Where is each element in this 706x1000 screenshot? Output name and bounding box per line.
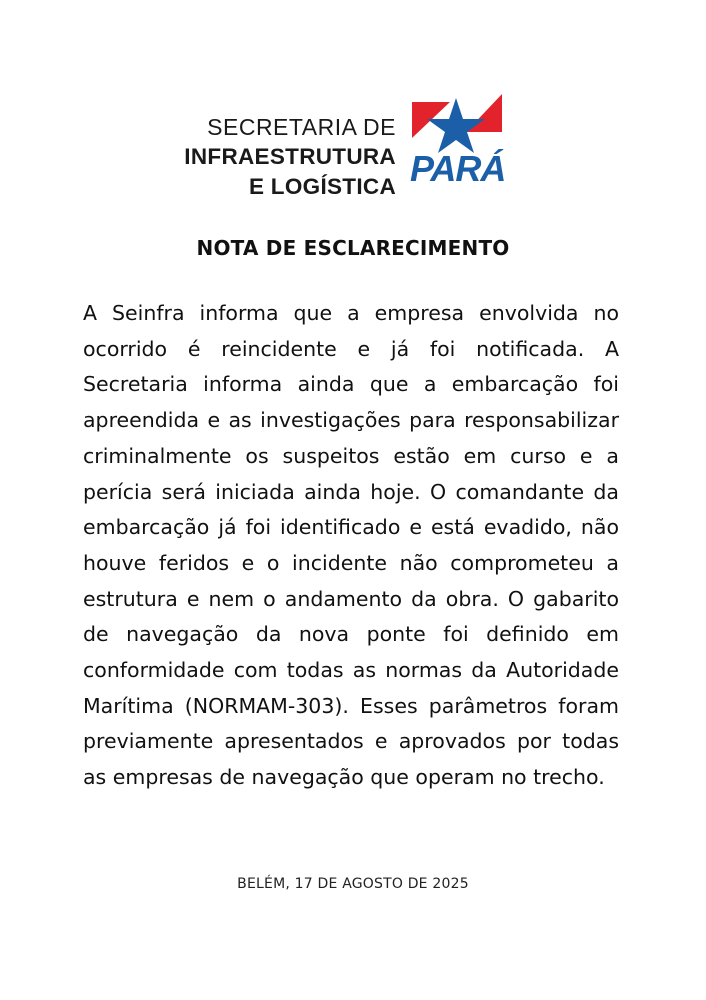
page-title: NOTA DE ESCLARECIMENTO (196, 236, 510, 260)
date-line: BELÉM, 17 DE AGOSTO DE 2025 (237, 876, 469, 892)
body-text: A Seinfra informa que a empresa envolvida no ocorrido é reincidente e já foi notificada. A Secretaria informa ainda que a embarcação foi apreendida e as investigações para responsabilizar criminalmente os suspeitos estão em curso e a perícia será iniciada ainda hoje. O comandante da embarcação já foi identificado e está evadido, não houve feridos e o incidente não comprometeu a estrutura e nem o andamento da obra. O gabarito de navegação da nova ponte foi definido em conformidade com todas as normas da Autoridade Marítima (NORMAM-303). Esses parâmetros foram previamente apresentados e aprovados por todas as empresas de navegação que operam no trecho. (83, 301, 619, 790)
org-name-line-1: SECRETARIA DE (207, 114, 396, 140)
org-name-line-2: INFRAESTRUTURA (184, 144, 396, 169)
org-name-line-3: E LOGÍSTICA (248, 174, 396, 199)
organization-name (184, 112, 396, 202)
state-name: PARÁ (410, 148, 506, 189)
header (0, 88, 706, 198)
